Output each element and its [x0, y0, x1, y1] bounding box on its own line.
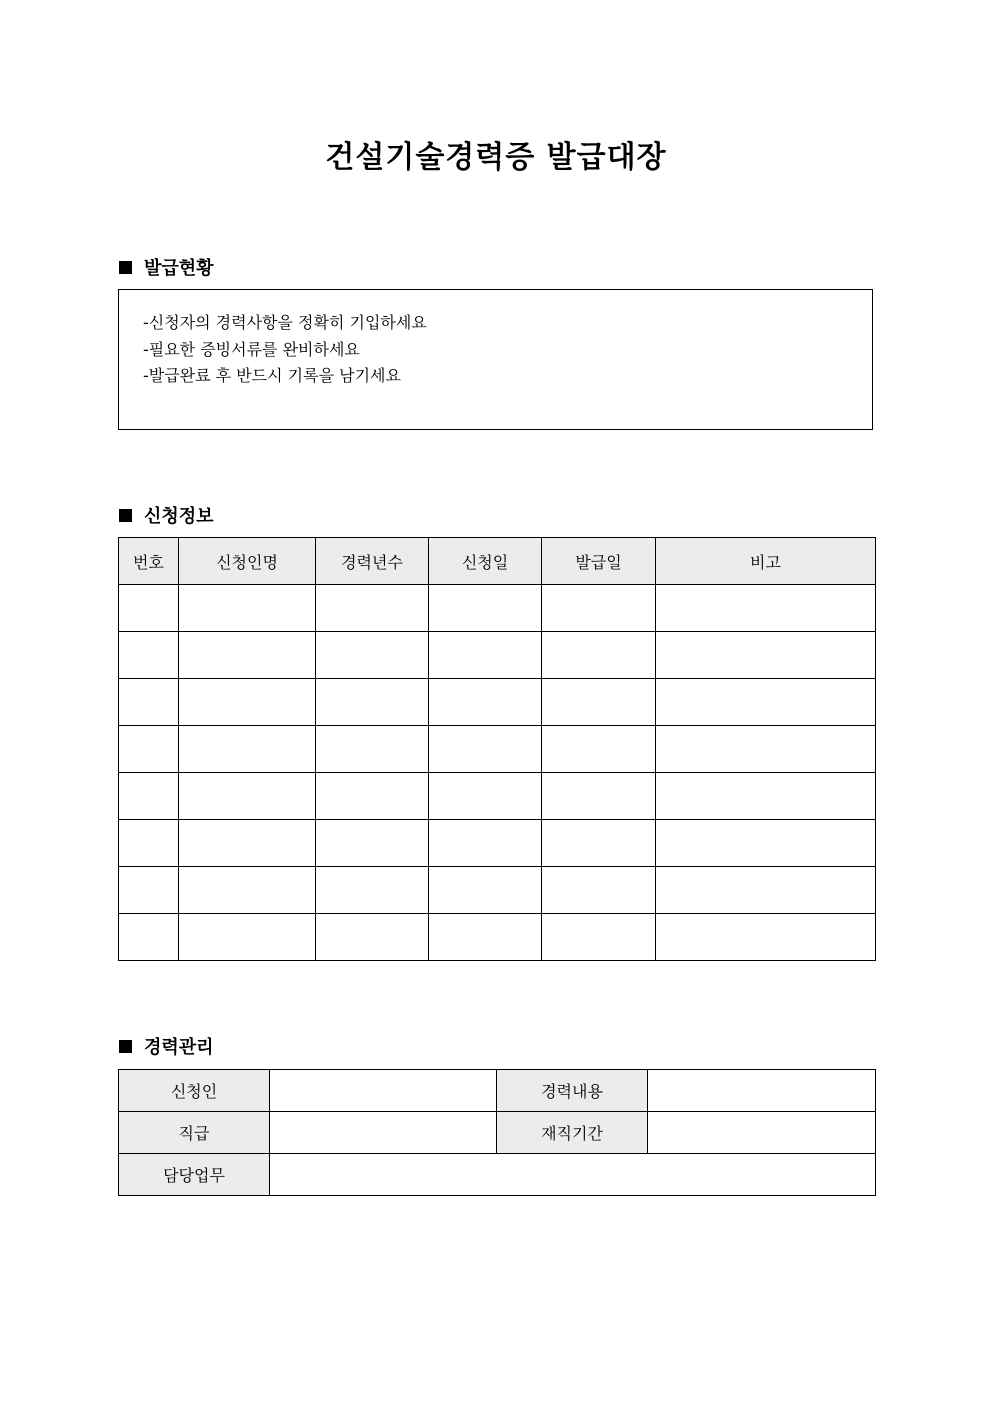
- table-cell[interactable]: [542, 820, 656, 867]
- table-cell[interactable]: [179, 585, 316, 632]
- table-cell[interactable]: [542, 726, 656, 773]
- table-cell[interactable]: [316, 867, 429, 914]
- career-table: [118, 1069, 876, 1196]
- label-position: 직급: [119, 1112, 270, 1154]
- table-row: [119, 867, 876, 914]
- notice-box: [118, 289, 873, 430]
- column-header-career-years: 경력년수: [316, 538, 429, 585]
- label-career-content: 경력내용: [497, 1070, 648, 1112]
- table-cell[interactable]: [119, 726, 179, 773]
- table-cell[interactable]: [542, 585, 656, 632]
- column-header-applicant-name: 신청인명: [179, 538, 316, 585]
- table-cell[interactable]: [542, 773, 656, 820]
- table-header-row: [119, 538, 876, 585]
- table-cell[interactable]: [429, 914, 542, 961]
- table-cell[interactable]: [429, 773, 542, 820]
- table-cell[interactable]: [656, 867, 876, 914]
- table-cell[interactable]: [179, 773, 316, 820]
- table-cell[interactable]: [316, 726, 429, 773]
- table-row: [119, 679, 876, 726]
- column-header-application-date: 신청일: [429, 538, 542, 585]
- table-cell[interactable]: [179, 820, 316, 867]
- table-cell[interactable]: [316, 632, 429, 679]
- notice-line: -발급완료 후 반드시 기록을 남기세요: [143, 366, 401, 385]
- table-cell[interactable]: [119, 632, 179, 679]
- table-cell[interactable]: [179, 726, 316, 773]
- table-row: [119, 726, 876, 773]
- table-cell[interactable]: [656, 914, 876, 961]
- label-applicant: 신청인: [119, 1070, 270, 1112]
- table-cell[interactable]: [179, 914, 316, 961]
- section-heading-application: [119, 502, 214, 528]
- label-duty: 담당업무: [119, 1154, 270, 1196]
- black-square-icon: [119, 261, 132, 274]
- column-header-issue-date: 발급일: [542, 538, 656, 585]
- black-square-icon: [119, 509, 132, 522]
- table-row: [119, 914, 876, 961]
- table-cell[interactable]: [119, 585, 179, 632]
- table-row: [119, 1112, 876, 1154]
- table-cell[interactable]: [316, 820, 429, 867]
- table-row: [119, 585, 876, 632]
- section-heading-status-label: 발급현황: [144, 258, 214, 279]
- table-cell[interactable]: [656, 585, 876, 632]
- table-cell[interactable]: [542, 914, 656, 961]
- table-cell[interactable]: [316, 679, 429, 726]
- table-cell[interactable]: [429, 726, 542, 773]
- table-cell[interactable]: [179, 632, 316, 679]
- table-cell[interactable]: [316, 773, 429, 820]
- table-cell[interactable]: [656, 726, 876, 773]
- value-position[interactable]: [270, 1112, 497, 1154]
- table-row: [119, 773, 876, 820]
- section-heading-career-label: 경력관리: [144, 1037, 214, 1058]
- table-row: [119, 632, 876, 679]
- section-heading-status: [119, 254, 214, 280]
- table-cell[interactable]: [316, 914, 429, 961]
- section-heading-application-label: 신청정보: [144, 506, 214, 527]
- section-heading-career: [119, 1033, 214, 1059]
- notice-line: -신청자의 경력사항을 정확히 기입하세요: [143, 313, 427, 332]
- table-cell[interactable]: [429, 585, 542, 632]
- table-cell[interactable]: [119, 914, 179, 961]
- application-table: [118, 537, 876, 961]
- value-career-content[interactable]: [648, 1070, 876, 1112]
- table-cell[interactable]: [119, 679, 179, 726]
- value-tenure[interactable]: [648, 1112, 876, 1154]
- column-header-number: 번호: [119, 538, 179, 585]
- page-title: 건설기술경력증 발급대장: [325, 140, 667, 175]
- value-duty[interactable]: [270, 1154, 876, 1196]
- table-cell[interactable]: [656, 773, 876, 820]
- table-cell[interactable]: [542, 867, 656, 914]
- table-cell[interactable]: [179, 867, 316, 914]
- table-row: [119, 820, 876, 867]
- table-cell[interactable]: [429, 679, 542, 726]
- table-cell[interactable]: [316, 585, 429, 632]
- table-cell[interactable]: [656, 632, 876, 679]
- table-cell[interactable]: [119, 867, 179, 914]
- table-cell[interactable]: [429, 867, 542, 914]
- table-cell[interactable]: [542, 632, 656, 679]
- table-cell[interactable]: [179, 679, 316, 726]
- table-cell[interactable]: [656, 820, 876, 867]
- label-tenure: 재직기간: [497, 1112, 648, 1154]
- table-row: [119, 1070, 876, 1112]
- table-cell[interactable]: [119, 773, 179, 820]
- table-cell[interactable]: [656, 679, 876, 726]
- table-cell[interactable]: [542, 679, 656, 726]
- table-row: [119, 1154, 876, 1196]
- column-header-remarks: 비고: [656, 538, 876, 585]
- black-square-icon: [119, 1040, 132, 1053]
- table-cell[interactable]: [429, 632, 542, 679]
- table-cell[interactable]: [119, 820, 179, 867]
- table-cell[interactable]: [429, 820, 542, 867]
- value-applicant[interactable]: [270, 1070, 497, 1112]
- notice-line: -필요한 증빙서류를 완비하세요: [143, 339, 360, 359]
